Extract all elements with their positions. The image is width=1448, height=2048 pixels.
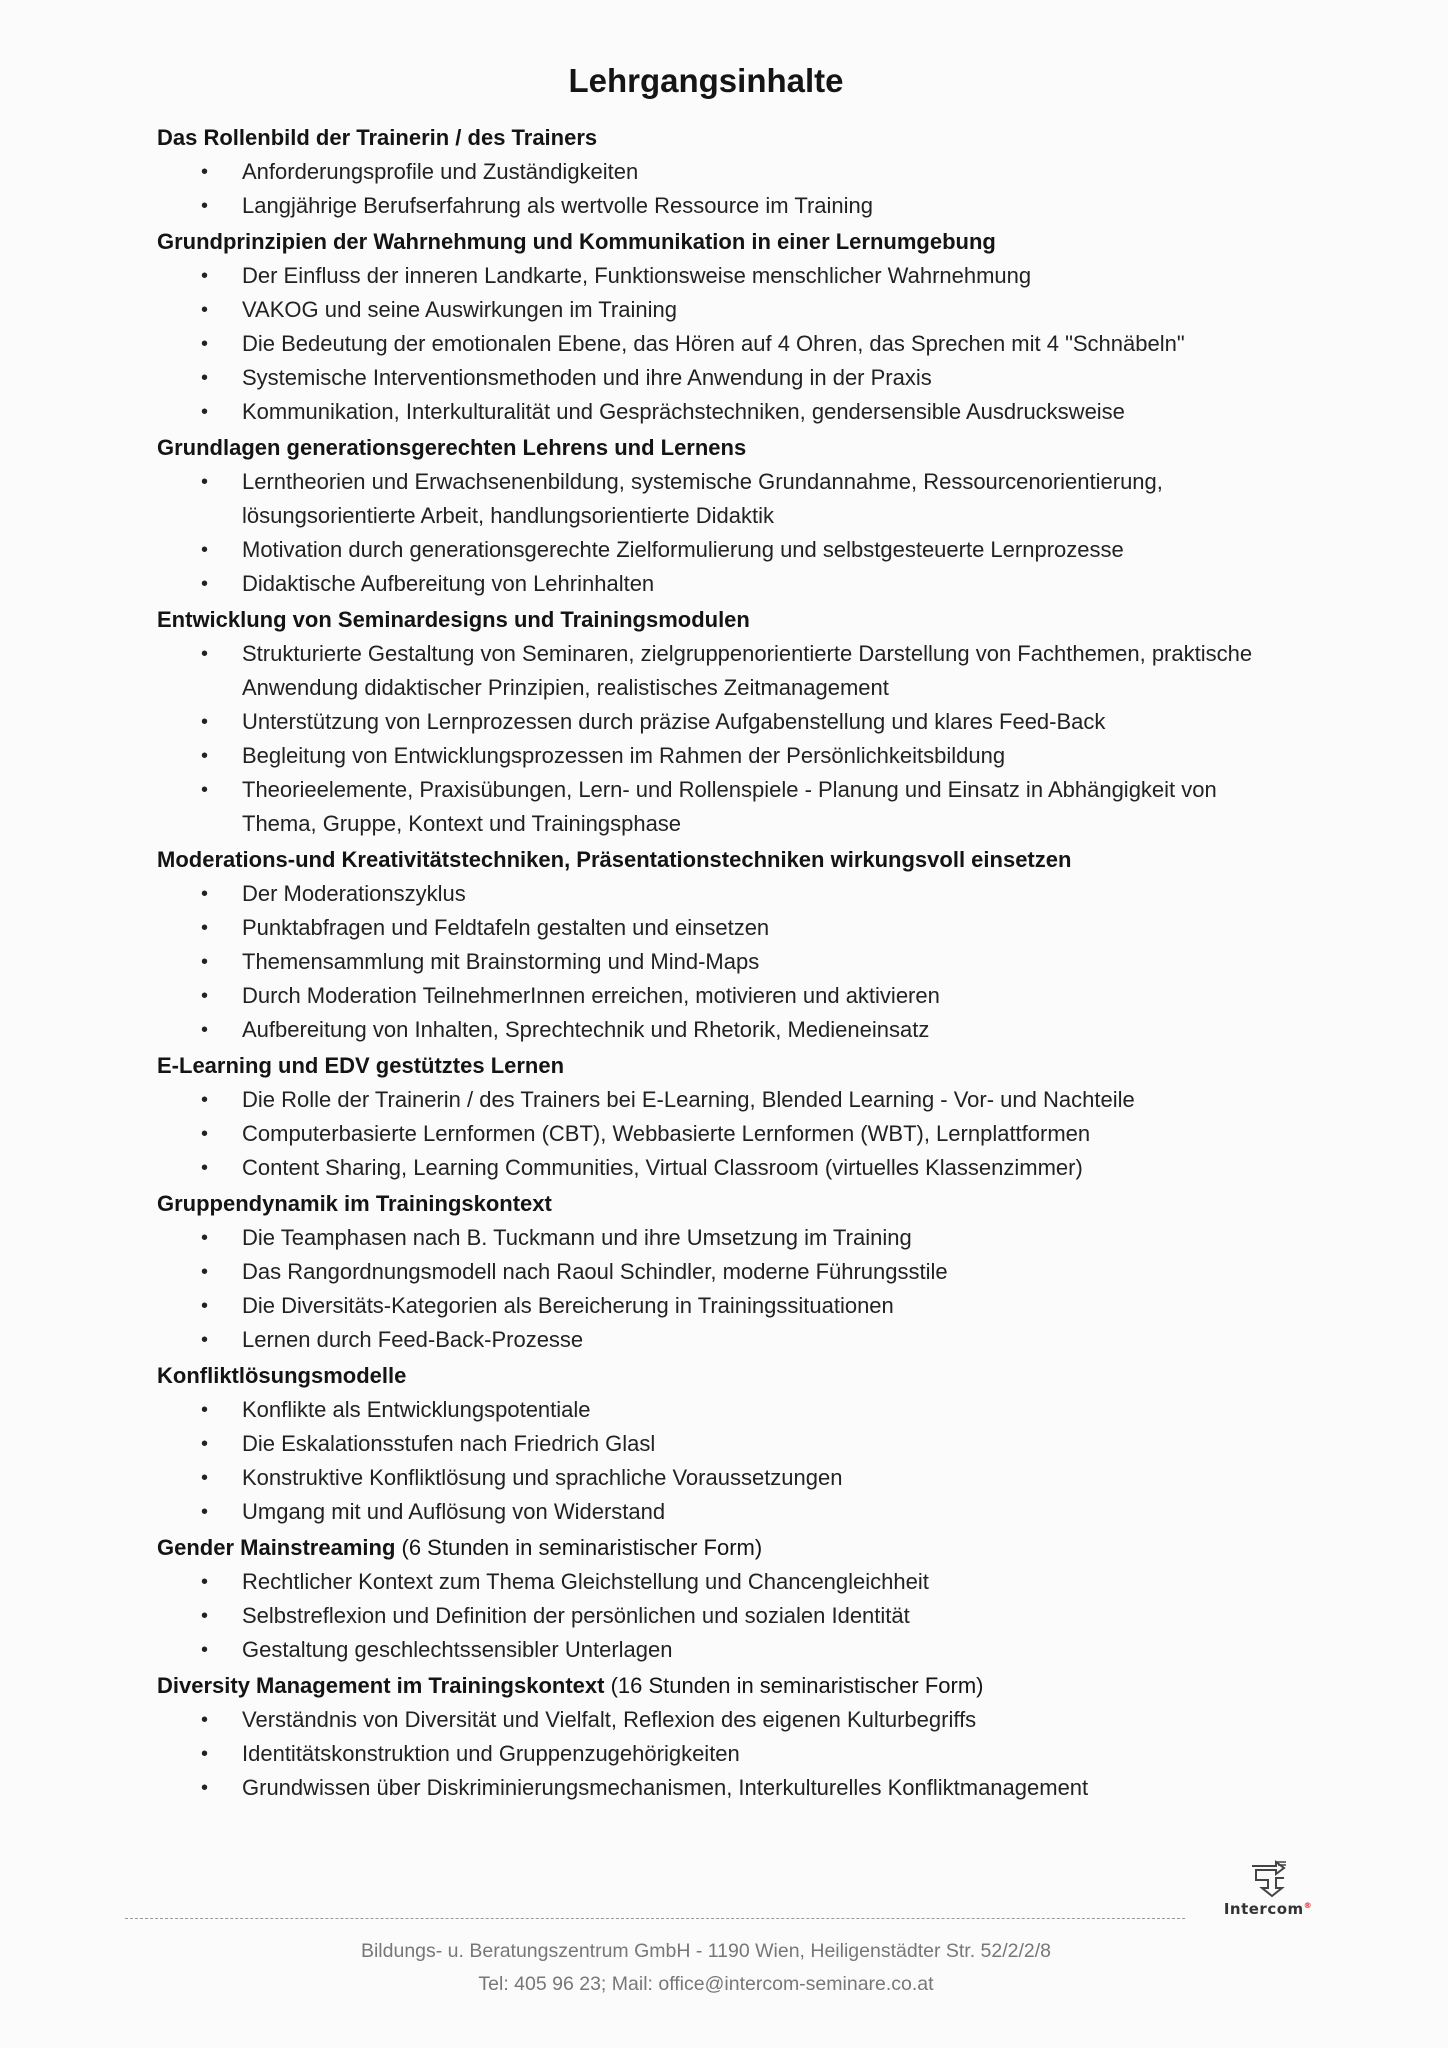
list-item — [157, 155, 1297, 189]
list-item — [157, 739, 1297, 773]
section-heading-text: Das Rollenbild der Trainerin / des Trainers — [157, 125, 598, 150]
list-item — [157, 1289, 1297, 1323]
section — [157, 224, 1297, 429]
list-item-text: Rechtlicher Kontext zum Thema Gleichstellung und Chancengleichheit — [242, 1569, 929, 1594]
course-content — [157, 120, 1297, 1806]
section — [157, 430, 1297, 601]
list-item-text: Die Teamphasen nach B. Tuckmann und ihre Umsetzung im Training — [242, 1225, 912, 1250]
list-item-text: Computerbasierte Lernformen (CBT), Webbasierte Lernformen (WBT), Lernplattformen — [242, 1121, 1091, 1146]
bullet-icon: • — [201, 1501, 209, 1523]
list-item-text: Begleitung von Entwicklungsprozessen im Rahmen der Persönlichkeitsbildung — [242, 743, 1006, 768]
bullet-icon: • — [201, 471, 209, 493]
list-item — [157, 1117, 1297, 1151]
list-item-text: Langjährige Berufserfahrung als wertvolle Ressource im Training — [242, 193, 873, 218]
section-heading — [157, 1186, 1297, 1221]
list-item — [157, 361, 1297, 395]
intercom-logo — [1222, 1858, 1314, 1918]
section — [157, 1186, 1297, 1357]
bullet-list — [157, 877, 1297, 1047]
list-item-text: Strukturierte Gestaltung von Seminaren, zielgruppenorientierte Darstellung von Fachthemen, praktische Anwendung didaktischer Prinzipien, realistisches Zeitmanagement — [242, 641, 1253, 700]
bullet-list — [157, 1565, 1297, 1667]
list-item-text: Anforderungsprofile und Zuständigkeiten — [242, 159, 639, 184]
section-heading — [157, 602, 1297, 637]
intercom-logo-icon — [1246, 1858, 1290, 1898]
list-item-text: Kommunikation, Interkulturalität und Gesprächstechniken, gendersensible Ausdrucksweise — [242, 399, 1125, 424]
list-item-text: Die Rolle der Trainerin / des Trainers bei E-Learning, Blended Learning - Vor- und Nachteile — [242, 1087, 1135, 1112]
bullet-icon: • — [201, 299, 209, 321]
list-item — [157, 1771, 1297, 1805]
bullet-icon: • — [201, 1639, 209, 1661]
list-item — [157, 1737, 1297, 1771]
section-heading-text: Grundprinzipien der Wahrnehmung und Kommunikation in einer Lernumgebung — [157, 229, 996, 254]
bullet-list — [157, 155, 1297, 223]
list-item — [157, 567, 1297, 601]
bullet-icon: • — [201, 1123, 209, 1145]
bullet-icon: • — [201, 333, 209, 355]
bullet-icon: • — [201, 1743, 209, 1765]
list-item — [157, 1633, 1297, 1667]
section-heading — [157, 224, 1297, 259]
section-heading-text: Diversity Management im Trainingskontext — [157, 1673, 605, 1698]
page-title: Lehrgangsinhalte — [568, 62, 844, 99]
list-item — [157, 395, 1297, 429]
bullet-icon: • — [201, 951, 209, 973]
section — [157, 1530, 1297, 1667]
list-item-text: Der Einfluss der inneren Landkarte, Funktionsweise menschlicher Wahrnehmung — [242, 263, 1032, 288]
bullet-list — [157, 1393, 1297, 1529]
section-heading-text: Moderations-und Kreativitätstechniken, Präsentationstechniken wirkungsvoll einsetzen — [157, 847, 1072, 872]
section-heading — [157, 1668, 1297, 1703]
bullet-list — [157, 465, 1297, 601]
bullet-list — [157, 1083, 1297, 1185]
bullet-list — [157, 1221, 1297, 1357]
list-item — [157, 945, 1297, 979]
list-item-text: Motivation durch generationsgerechte Zielformulierung und selbstgesteuerte Lernprozesse — [242, 537, 1124, 562]
bullet-icon: • — [201, 265, 209, 287]
section-heading-text: Gruppendynamik im Trainingskontext — [157, 1191, 552, 1216]
list-item-text: Didaktische Aufbereitung von Lehrinhalten — [242, 571, 655, 596]
list-item-text: Content Sharing, Learning Communities, Virtual Classroom (virtuelles Klassenzimmer) — [242, 1155, 1083, 1180]
bullet-icon: • — [201, 745, 209, 767]
bullet-icon: • — [201, 1329, 209, 1351]
list-item — [157, 1255, 1297, 1289]
bullet-icon: • — [201, 1433, 209, 1455]
list-item — [157, 705, 1297, 739]
bullet-icon: • — [201, 539, 209, 561]
list-item — [157, 327, 1297, 361]
list-item — [157, 773, 1297, 841]
bullet-icon: • — [201, 1089, 209, 1111]
list-item-text: Konflikte als Entwicklungspotentiale — [242, 1397, 591, 1422]
bullet-icon: • — [201, 1777, 209, 1799]
list-item-text: VAKOG und seine Auswirkungen im Training — [242, 297, 677, 322]
list-item — [157, 1565, 1297, 1599]
section-heading-text: Grundlagen generationsgerechten Lehrens und Lernens — [157, 435, 747, 460]
list-item — [157, 1323, 1297, 1357]
bullet-icon: • — [201, 917, 209, 939]
list-item — [157, 1393, 1297, 1427]
bullet-icon: • — [201, 1019, 209, 1041]
list-item-text: Lernen durch Feed-Back-Prozesse — [242, 1327, 584, 1352]
list-item-text: Die Diversitäts-Kategorien als Bereicherung in Trainingssituationen — [242, 1293, 894, 1318]
footer-contact: Tel: 405 96 23; Mail: office@intercom-seminare.co.at — [478, 1973, 934, 1995]
list-item-text: Themensammlung mit Brainstorming und Mind-Maps — [242, 949, 760, 974]
list-item — [157, 877, 1297, 911]
section — [157, 1048, 1297, 1185]
bullet-list — [157, 1703, 1297, 1805]
footer — [0, 1935, 1412, 2001]
list-item-text: Verständnis von Diversität und Vielfalt, Reflexion des eigenen Kulturbegriffs — [242, 1707, 977, 1732]
list-item-text: Theorieelemente, Praxisübungen, Lern- und Rollenspiele - Planung und Einsatz in Abhängigkeit von Thema, Gruppe, Kontext und Trainingsphase — [242, 777, 1217, 836]
list-item-text: Das Rangordnungsmodell nach Raoul Schindler, moderne Führungsstile — [242, 1259, 948, 1284]
bullet-icon: • — [201, 711, 209, 733]
bullet-icon: • — [201, 1157, 209, 1179]
section — [157, 1668, 1297, 1805]
bullet-list — [157, 259, 1297, 429]
list-item-text: Gestaltung geschlechtssensibler Unterlagen — [242, 1637, 673, 1662]
list-item — [157, 1221, 1297, 1255]
list-item — [157, 1083, 1297, 1117]
footer-address: Bildungs- u. Beratungszentrum GmbH - 1190 Wien, Heiligenstädter Str. 52/2/2/8 — [360, 1940, 1052, 1962]
bullet-icon: • — [201, 1605, 209, 1627]
section — [157, 1358, 1297, 1529]
list-item — [157, 465, 1297, 533]
list-item-text: Umgang mit und Auflösung von Widerstand — [242, 1499, 666, 1524]
list-item — [157, 1151, 1297, 1185]
list-item — [157, 293, 1297, 327]
bullet-icon: • — [201, 643, 209, 665]
list-item — [157, 189, 1297, 223]
list-item-text: Selbstreflexion und Definition der persönlichen und sozialen Identität — [242, 1603, 910, 1628]
section-heading — [157, 1048, 1297, 1083]
section-heading-text: E-Learning und EDV gestütztes Lernen — [157, 1053, 565, 1078]
footer-divider — [125, 1918, 1185, 1919]
list-item — [157, 637, 1297, 705]
list-item — [157, 1495, 1297, 1529]
bullet-icon: • — [201, 779, 209, 801]
list-item-text: Punktabfragen und Feldtafeln gestalten und einsetzen — [242, 915, 770, 940]
list-item-text: Aufbereitung von Inhalten, Sprechtechnik und Rhetorik, Medieneinsatz — [242, 1017, 930, 1042]
section — [157, 602, 1297, 841]
section-heading — [157, 120, 1297, 155]
list-item — [157, 259, 1297, 293]
section — [157, 120, 1297, 223]
list-item — [157, 533, 1297, 567]
bullet-icon: • — [201, 367, 209, 389]
section-heading — [157, 842, 1297, 877]
bullet-icon: • — [201, 1399, 209, 1421]
section-heading — [157, 430, 1297, 465]
bullet-icon: • — [201, 883, 209, 905]
list-item-text: Identitätskonstruktion und Gruppenzugehörigkeiten — [242, 1741, 740, 1766]
list-item — [157, 1427, 1297, 1461]
bullet-icon: • — [201, 985, 209, 1007]
list-item-text: Die Eskalationsstufen nach Friedrich Glasl — [242, 1431, 656, 1456]
bullet-icon: • — [201, 401, 209, 423]
section-heading-text: Gender Mainstreaming — [157, 1535, 396, 1560]
section — [157, 842, 1297, 1047]
bullet-icon: • — [201, 1227, 209, 1249]
bullet-icon: • — [201, 1261, 209, 1283]
list-item-text: Der Moderationszyklus — [242, 881, 466, 906]
list-item-text: Lerntheorien und Erwachsenenbildung, systemische Grundannahme, Ressourcenorientierung, lösungsorientierte Arbeit, handlungsorientierte Didaktik — [242, 469, 1163, 528]
list-item — [157, 979, 1297, 1013]
bullet-icon: • — [201, 1467, 209, 1489]
section-heading-text: Entwicklung von Seminardesigns und Trainingsmodulen — [157, 607, 750, 632]
list-item — [157, 911, 1297, 945]
bullet-icon: • — [201, 161, 209, 183]
logo-text: Intercom — [1223, 1900, 1304, 1918]
list-item-text: Systemische Interventionsmethoden und ihre Anwendung in der Praxis — [242, 365, 932, 390]
section-note: (16 Stunden in seminaristischer Form) — [604, 1673, 984, 1698]
section-heading — [157, 1530, 1297, 1565]
section-heading-text: Konfliktlösungsmodelle — [157, 1363, 407, 1388]
bullet-icon: • — [201, 1295, 209, 1317]
bullet-icon: • — [201, 195, 209, 217]
bullet-icon: • — [201, 1709, 209, 1731]
list-item-text: Grundwissen über Diskriminierungsmechanismen, Interkulturelles Konfliktmanagement — [242, 1775, 1089, 1800]
section-note: (6 Stunden in seminaristischer Form) — [395, 1535, 763, 1560]
list-item — [157, 1703, 1297, 1737]
list-item-text: Konstruktive Konfliktlösung und sprachliche Voraussetzungen — [242, 1465, 843, 1490]
bullet-icon: • — [201, 573, 209, 595]
bullet-list — [157, 637, 1297, 841]
bullet-icon: • — [201, 1571, 209, 1593]
list-item-text: Die Bedeutung der emotionalen Ebene, das Hören auf 4 Ohren, das Sprechen mit 4 "Schnäbeln" — [242, 331, 1185, 356]
list-item — [157, 1013, 1297, 1047]
list-item-text: Unterstützung von Lernprozessen durch präzise Aufgabenstellung und klares Feed-Back — [242, 709, 1106, 734]
section-heading — [157, 1358, 1297, 1393]
logo-registered-mark: ® — [1303, 1901, 1313, 1910]
list-item — [157, 1599, 1297, 1633]
list-item — [157, 1461, 1297, 1495]
list-item-text: Durch Moderation TeilnehmerInnen erreichen, motivieren und aktivieren — [242, 983, 940, 1008]
